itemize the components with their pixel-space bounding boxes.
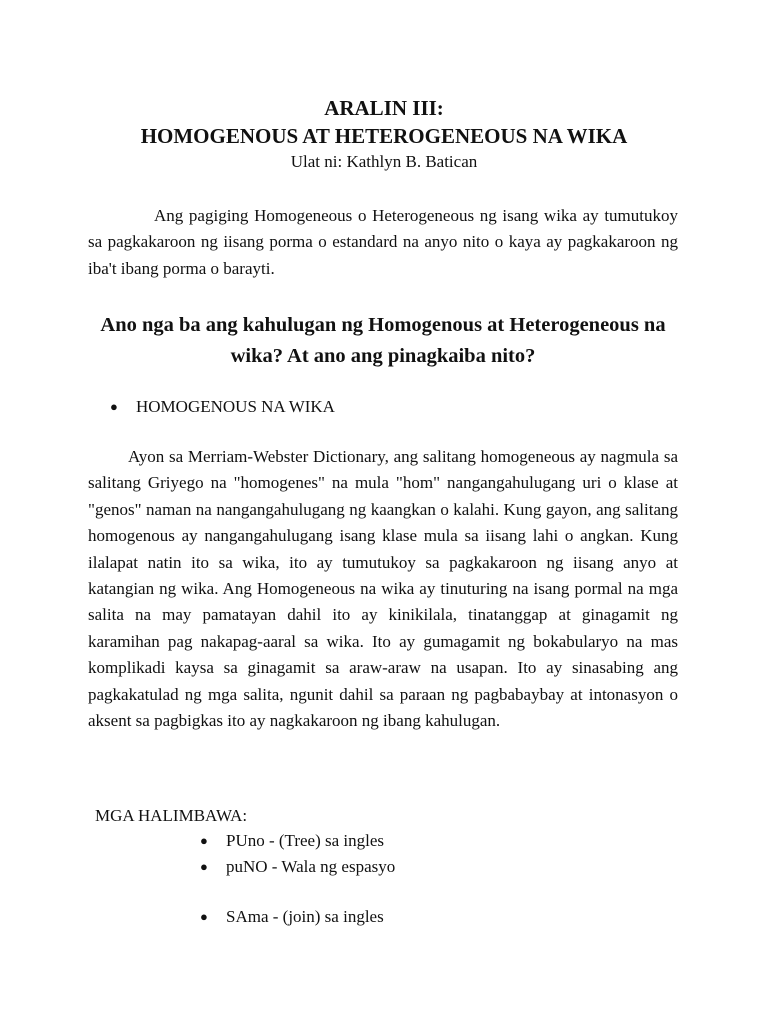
bullet-icon: ●: [200, 859, 208, 874]
examples-label: MGA HALIMBAWA:: [95, 806, 248, 825]
author-byline: Ulat ni: Kathlyn B. Batican: [290, 152, 478, 171]
section-heading-label: HOMOGENOUS NA WIKA: [136, 397, 335, 416]
bullet-icon: ●: [200, 909, 208, 924]
section-heading: [110, 396, 335, 418]
example-item: [200, 856, 395, 878]
intro-paragraph: Ang pagiging Homogeneous o Heterogeneous ng isang wika ay tumutukoy sa pagkakaroon ng iisang porma o estandard na anyo nito o kaya ay pagkakaroon ng iba't ibang porma o barayti.: [88, 206, 678, 278]
example-item: [200, 906, 384, 928]
section-body-paragraph: Ayon sa Merriam-Webster Dictionary, ang salitang homogeneous ay nagmula sa salitang Griyego na "homogenes" na mula "hom" nangangahulugang uri o klase at "genos" naman na nangangahulugang ng kaangkan o kalahi. Kung gayon, ang salitang homogenous ay nangangahulugang isang klase mula sa iisang lahi o angkan. Kung ilalapat natin ito sa wika, ito ay tumutukoy sa pagkakaroon ng iisang anyo at katangian ng wika. Ang Homogeneous na wika ay tinuturing na isang pormal na mga salita na may pamatayan dahil ito ay kinikilala, tinatanggap at ginagamit ng karamihan pag nakapag-aaral sa wika. Ito ay gumagamit ng bokabularyo na mas komplikadi kaysa sa ginagamit sa araw-araw na usapan. Ito ay sinasabing ang pagkakatulad ng mga salita, ngunit dahil sa paraan ng pagbabaybay at intonasyon o aksent sa pagbigkas ito ay nagkakaroon ng ibang kahulugan.: [88, 447, 678, 731]
bullet-icon: ●: [200, 833, 208, 848]
section-question-heading: Ano nga ba ang kahulugan ng Homogenous at Heterogeneous na wika? At ano ang pinagkaiba nito?: [100, 314, 666, 367]
example-text: SAma - (join) sa ingles: [226, 907, 384, 926]
lesson-number: ARALIN III:: [324, 96, 444, 120]
example-text: puNO - Wala ng espasyo: [226, 857, 396, 876]
lesson-title: HOMOGENOUS AT HETEROGENEOUS NA WIKA: [140, 124, 628, 148]
bullet-icon: ●: [110, 399, 118, 414]
example-text: PUno - (Tree) sa ingles: [226, 831, 385, 850]
example-item: [200, 830, 384, 852]
